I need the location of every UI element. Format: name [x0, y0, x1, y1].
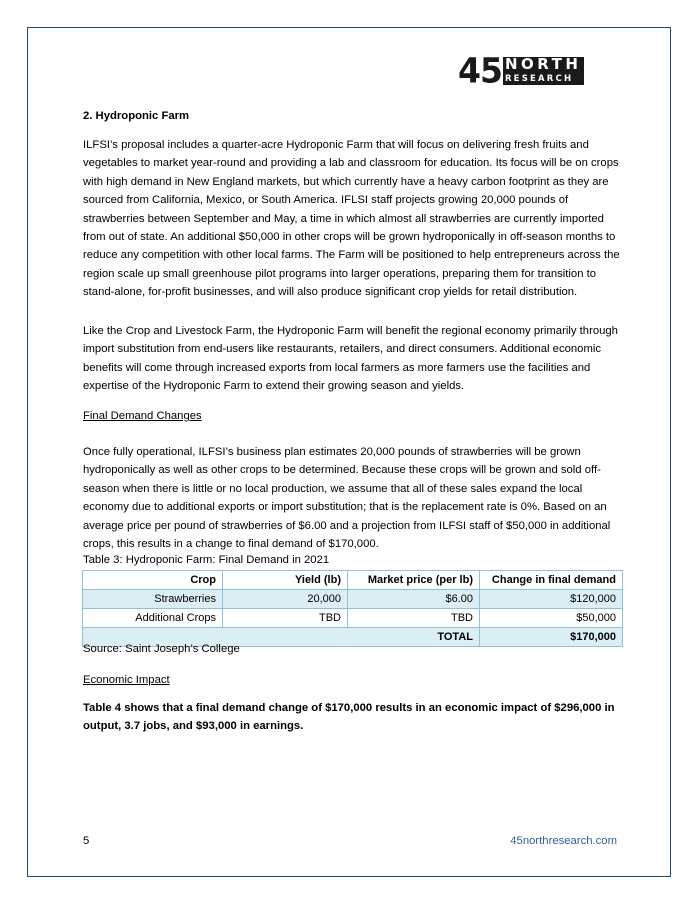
- table-header-row: [83, 571, 623, 590]
- section-heading: 2. Hydroponic Farm: [83, 110, 190, 122]
- paragraph-economic-impact: Table 4 shows that a final demand change of $170,000 results in an economic impact of $296,000 in output, 3.7 jobs, and $93,000 in earnings.: [83, 702, 615, 733]
- logo-number: 45: [458, 50, 502, 91]
- cell-yield: TBD: [223, 609, 348, 628]
- final-demand-table: [82, 570, 623, 647]
- header-market-price: Market price (per lb): [348, 571, 480, 590]
- paragraph-final-demand: Once fully operational, ILFSI’s business plan estimates 20,000 pounds of strawberries will be grown hydroponically as well as other crops to be determined. Because these crops will be grown and sold off-season when there is little or no local production, we assume that all of these sales expand the local economy due to additional exports or import substitution; that is the replacement rate is 0%. Based on an average price per pound of strawberries of $6.00 and a projection from ILFSI staff of $50,000 in additional crops, this results in a change to final demand of $170,000.: [83, 446, 611, 551]
- total-value: $170,000: [480, 628, 623, 647]
- cell-price: TBD: [348, 609, 480, 628]
- cell-price: $6.00: [348, 590, 480, 609]
- header-crop: Crop: [83, 571, 223, 590]
- table-source: Source: Saint Joseph’s College: [83, 643, 240, 655]
- cell-change: $50,000: [480, 609, 623, 628]
- cell-change: $120,000: [480, 590, 623, 609]
- total-label: TOTAL: [83, 628, 480, 647]
- table-row: [83, 609, 623, 628]
- logo-45-north-research: [458, 50, 584, 91]
- table-caption: Table 3: Hydroponic Farm: Final Demand in 2021: [83, 554, 330, 566]
- cell-crop: Additional Crops: [83, 609, 223, 628]
- logo-north: NORTH: [504, 55, 582, 73]
- footer-website-link[interactable]: 45northresearch.com: [510, 835, 617, 847]
- paragraph-benefits: Like the Crop and Livestock Farm, the Hydroponic Farm will benefit the regional economy primarily through import substitution from end-users like restaurants, retailers, and direct consumers. Additional economic benefits will come through increased exports from local farmers as more farmers use the facilities and expertise of the Hydroponic Farm to extend their growing season and yields.: [83, 325, 618, 393]
- page-number: 5: [83, 835, 90, 847]
- cell-crop: Strawberries: [83, 590, 223, 609]
- header-yield: Yield (lb): [223, 571, 348, 590]
- logo-research: RESEARCH: [504, 74, 574, 84]
- logo-wordmark: [503, 57, 584, 85]
- subheading-final-demand: Final Demand Changes: [83, 410, 202, 422]
- cell-yield: 20,000: [223, 590, 348, 609]
- paragraph-intro: ILFSI’s proposal includes a quarter-acre Hydroponic Farm that will focus on delivering fresh fruits and vegetables to market year-round and providing a lab and classroom for education. Its focus will be on crops with high demand in New England markets, but which currently have a heavy carbon footprint as they are sourced from California, Mexico, or South America. IFLSI staff projects growing 20,000 pounds of strawberries between September and May, a time in which almost all strawberries are currently imported from out of state. An additional $50,000 in other crops will be grown hydroponically in off-season months to reduce any competition with other local farms. The Farm will be positioned to help entrepreneurs across the region scale up small greenhouse pilot programs into larger operations, preparing them for transition to stand-alone, for-profit businesses, and will also produce significant crop yields for retail distribution.: [83, 139, 620, 299]
- header-change-final-demand: Change in final demand: [480, 571, 623, 590]
- table-row: [83, 590, 623, 609]
- subheading-economic-impact: Economic Impact: [83, 674, 170, 686]
